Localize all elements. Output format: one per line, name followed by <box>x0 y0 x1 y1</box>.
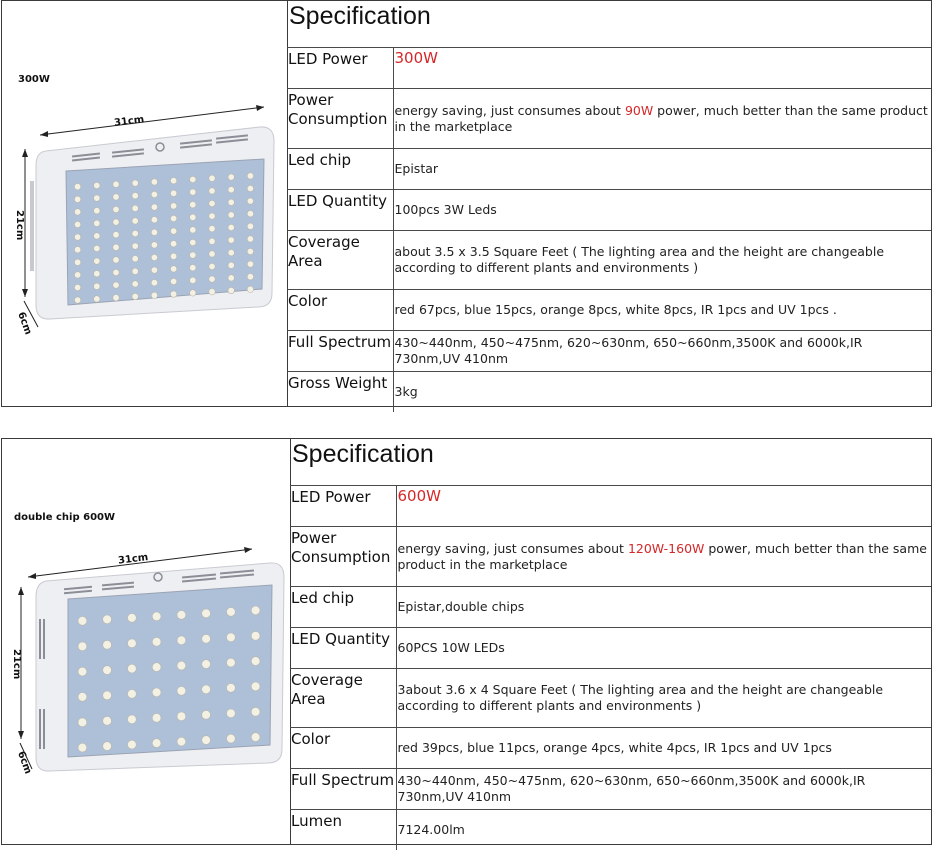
product-spec-block-300w <box>1 0 932 407</box>
dim-depth: 6cm <box>15 311 33 337</box>
led-dot <box>113 232 119 238</box>
led-dot <box>228 187 234 193</box>
led-dot <box>251 657 260 666</box>
led-dot <box>177 712 186 721</box>
led-dot <box>151 217 157 223</box>
led-dot <box>74 196 80 202</box>
led-panel-image <box>2 439 290 844</box>
label-led-power: LED Power <box>287 48 393 89</box>
led-dot <box>78 693 87 702</box>
led-dot <box>228 250 234 256</box>
dim-width: 31cm <box>114 114 145 129</box>
label-color: Color <box>287 290 393 331</box>
label-color: Color <box>290 728 396 769</box>
value-led-power: 300W <box>393 48 931 89</box>
led-dot <box>209 238 215 244</box>
led-dot <box>170 203 176 209</box>
led-dot <box>127 690 136 699</box>
dim-width: 31cm <box>117 552 148 567</box>
led-dot <box>247 185 253 191</box>
power-consumption-highlight: 90W <box>625 103 653 118</box>
label-power-consumption: Power Consumption <box>290 527 396 587</box>
label-gross-weight: Gross Weight <box>287 372 393 413</box>
value-led-chip: Epistar <box>393 149 931 190</box>
led-dot <box>132 180 138 186</box>
led-dot <box>247 236 253 242</box>
led-dot <box>170 266 176 272</box>
led-dot <box>152 713 161 722</box>
value-led-power: 600W <box>396 486 931 527</box>
led-dot <box>202 710 211 719</box>
led-dot <box>103 666 112 675</box>
led-dot <box>170 253 176 259</box>
led-dot <box>209 263 215 269</box>
label-full-spectrum: Full Spectrum <box>290 769 396 810</box>
led-dot <box>209 276 215 282</box>
led-dot <box>103 640 112 649</box>
led-dot <box>170 291 176 297</box>
led-dot <box>132 205 138 211</box>
led-dot <box>74 234 80 240</box>
led-dot <box>152 739 161 748</box>
led-dot <box>177 737 186 746</box>
led-dot <box>152 612 161 621</box>
led-dot <box>78 743 87 752</box>
led-dot <box>202 660 211 669</box>
led-dot <box>113 206 119 212</box>
led-dot <box>209 251 215 257</box>
led-dot <box>127 639 136 648</box>
spec-table <box>287 1 931 412</box>
led-dot <box>113 219 119 225</box>
led-dot <box>209 289 215 295</box>
label-power-consumption: Power Consumption <box>287 89 393 149</box>
dim-height: 21cm <box>11 649 22 679</box>
led-dot <box>177 611 186 620</box>
led-dot <box>170 190 176 196</box>
led-dot <box>113 282 119 288</box>
led-dot <box>170 228 176 234</box>
led-dot <box>190 227 196 233</box>
led-dot <box>113 257 119 263</box>
value-color: red 67pcs, blue 15pcs, orange 8pcs, white 8pcs, IR 1pcs and UV 1pcs . <box>393 290 931 331</box>
led-dot <box>74 297 80 303</box>
led-dot <box>251 682 260 691</box>
led-dot <box>152 637 161 646</box>
led-dot <box>94 296 100 302</box>
led-dot <box>227 633 236 642</box>
led-dot <box>251 631 260 640</box>
value-full-spectrum: 430~440nm, 450~475nm, 620~630nm, 650~660nm,3500K and 6000k,IR 730nm,UV 410nm <box>393 331 931 372</box>
model-label: double chip 600W <box>14 512 115 523</box>
led-dot <box>132 281 138 287</box>
led-dot <box>113 181 119 187</box>
label-coverage-area: Coverage Area <box>290 669 396 728</box>
led-dot <box>202 685 211 694</box>
led-dot <box>132 230 138 236</box>
led-dot <box>94 208 100 214</box>
led-dot <box>209 175 215 181</box>
led-dot <box>228 224 234 230</box>
led-dot <box>132 218 138 224</box>
led-dot <box>94 220 100 226</box>
led-dot <box>78 667 87 676</box>
led-dot <box>228 212 234 218</box>
value-coverage-area: 3about 3.6 x 4 Square Feet ( The lighting area and the height are changeable according to different plants and environments ) <box>396 669 931 728</box>
led-dot <box>74 221 80 227</box>
led-dot <box>74 259 80 265</box>
led-dot <box>202 634 211 643</box>
led-dot <box>151 242 157 248</box>
led-dot <box>74 284 80 290</box>
led-dot <box>209 213 215 219</box>
led-dot <box>132 268 138 274</box>
value-full-spectrum: 430~440nm, 450~475nm, 620~630nm, 650~660nm,3500K and 6000k,IR 730nm,UV 410nm <box>396 769 931 810</box>
led-dot <box>94 271 100 277</box>
led-dot <box>127 740 136 749</box>
led-dot <box>151 267 157 273</box>
led-dot <box>227 734 236 743</box>
led-dot <box>247 173 253 179</box>
led-dot <box>177 687 186 696</box>
led-dot <box>251 733 260 742</box>
led-dot <box>227 658 236 667</box>
led-dot <box>247 274 253 280</box>
spec-table <box>290 439 931 850</box>
led-dot <box>103 691 112 700</box>
label-lumen: Lumen <box>290 810 396 850</box>
led-dot <box>190 176 196 182</box>
led-dot <box>247 286 253 292</box>
led-dot <box>103 615 112 624</box>
led-dot <box>103 742 112 751</box>
led-dot <box>151 204 157 210</box>
led-dot <box>78 617 87 626</box>
led-dot <box>113 194 119 200</box>
led-dot <box>127 614 136 623</box>
value-led-quantity: 100pcs 3W Leds <box>393 190 931 231</box>
led-dot <box>132 256 138 262</box>
led-dot <box>170 278 176 284</box>
dim-height: 21cm <box>14 210 25 240</box>
led-dot <box>94 258 100 264</box>
led-dot <box>113 269 119 275</box>
led-dot <box>170 178 176 184</box>
value-power-consumption: energy saving, just consumes about 120W-160W power, much better than the same product in the marketplace <box>396 527 931 587</box>
led-dot <box>74 209 80 215</box>
product-image-cell <box>2 1 288 406</box>
value-led-quantity: 60PCS 10W LEDs <box>396 628 931 669</box>
spec-title: Specification <box>287 1 931 48</box>
led-dot <box>151 179 157 185</box>
led-dot <box>170 215 176 221</box>
product-spec-block-600w <box>1 438 932 845</box>
led-dot <box>78 718 87 727</box>
led-dot <box>190 277 196 283</box>
led-dot <box>132 193 138 199</box>
led-dot <box>190 239 196 245</box>
label-full-spectrum: Full Spectrum <box>287 331 393 372</box>
led-dot <box>151 229 157 235</box>
label-coverage-area: Coverage Area <box>287 231 393 290</box>
led-dot <box>103 716 112 725</box>
led-dot <box>228 237 234 243</box>
led-dot <box>132 243 138 249</box>
led-dot <box>151 292 157 298</box>
dim-depth: 6cm <box>15 750 33 776</box>
led-dot <box>209 188 215 194</box>
led-dot <box>247 198 253 204</box>
led-dot <box>247 223 253 229</box>
led-dot <box>177 636 186 645</box>
led-dot <box>247 248 253 254</box>
label-led-chip: Led chip <box>290 587 396 628</box>
value-gross-weight: 3kg <box>393 372 931 413</box>
led-dot <box>227 684 236 693</box>
led-dot <box>94 283 100 289</box>
led-dot <box>78 642 87 651</box>
led-dot <box>190 290 196 296</box>
led-dot <box>190 252 196 258</box>
led-dot <box>190 202 196 208</box>
led-dot <box>151 280 157 286</box>
value-coverage-area: about 3.5 x 3.5 Square Feet ( The lighting area and the height are changeable according to different plants and environments ) <box>393 231 931 290</box>
label-led-quantity: LED Quantity <box>287 190 393 231</box>
led-dot <box>209 226 215 232</box>
led-dot <box>227 709 236 718</box>
led-dot <box>152 663 161 672</box>
led-dot <box>113 244 119 250</box>
led-dot <box>251 606 260 615</box>
led-dot <box>228 275 234 281</box>
led-dot <box>74 247 80 253</box>
led-dot <box>247 211 253 217</box>
led-dot <box>228 262 234 268</box>
led-panel-image <box>2 1 287 406</box>
led-dot <box>152 688 161 697</box>
led-dot <box>94 182 100 188</box>
led-dot <box>190 265 196 271</box>
spec-title: Specification <box>290 439 931 486</box>
led-dot <box>113 295 119 301</box>
led-dot <box>209 200 215 206</box>
led-dot <box>251 707 260 716</box>
led-dot <box>74 272 80 278</box>
product-image-cell <box>2 439 291 844</box>
label-led-chip: Led chip <box>287 149 393 190</box>
led-dot <box>228 174 234 180</box>
led-dot <box>170 241 176 247</box>
led-dot <box>227 608 236 617</box>
model-label: 300W <box>18 74 50 85</box>
led-dot <box>177 661 186 670</box>
led-dot <box>228 199 234 205</box>
led-dot <box>202 609 211 618</box>
led-dot <box>202 736 211 745</box>
led-dot <box>151 191 157 197</box>
value-power-consumption: energy saving, just consumes about 90W power, much better than the same product in the marketplace <box>393 89 931 149</box>
value-color: red 39pcs, blue 11pcs, orange 4pcs, white 4pcs, IR 1pcs and UV 1pcs <box>396 728 931 769</box>
led-dot <box>228 287 234 293</box>
led-dot <box>132 293 138 299</box>
power-consumption-highlight: 120W-160W <box>628 541 704 556</box>
led-dot <box>127 715 136 724</box>
led-dot <box>127 664 136 673</box>
led-dot <box>247 261 253 267</box>
led-dot <box>190 189 196 195</box>
label-led-quantity: LED Quantity <box>290 628 396 669</box>
led-dot <box>190 214 196 220</box>
led-dot <box>94 245 100 251</box>
led-dot <box>94 195 100 201</box>
led-dot <box>94 233 100 239</box>
led-dot <box>74 184 80 190</box>
value-led-chip: Epistar,double chips <box>396 587 931 628</box>
label-led-power: LED Power <box>290 486 396 527</box>
value-lumen: 7124.00lm <box>396 810 931 850</box>
led-dot <box>151 254 157 260</box>
